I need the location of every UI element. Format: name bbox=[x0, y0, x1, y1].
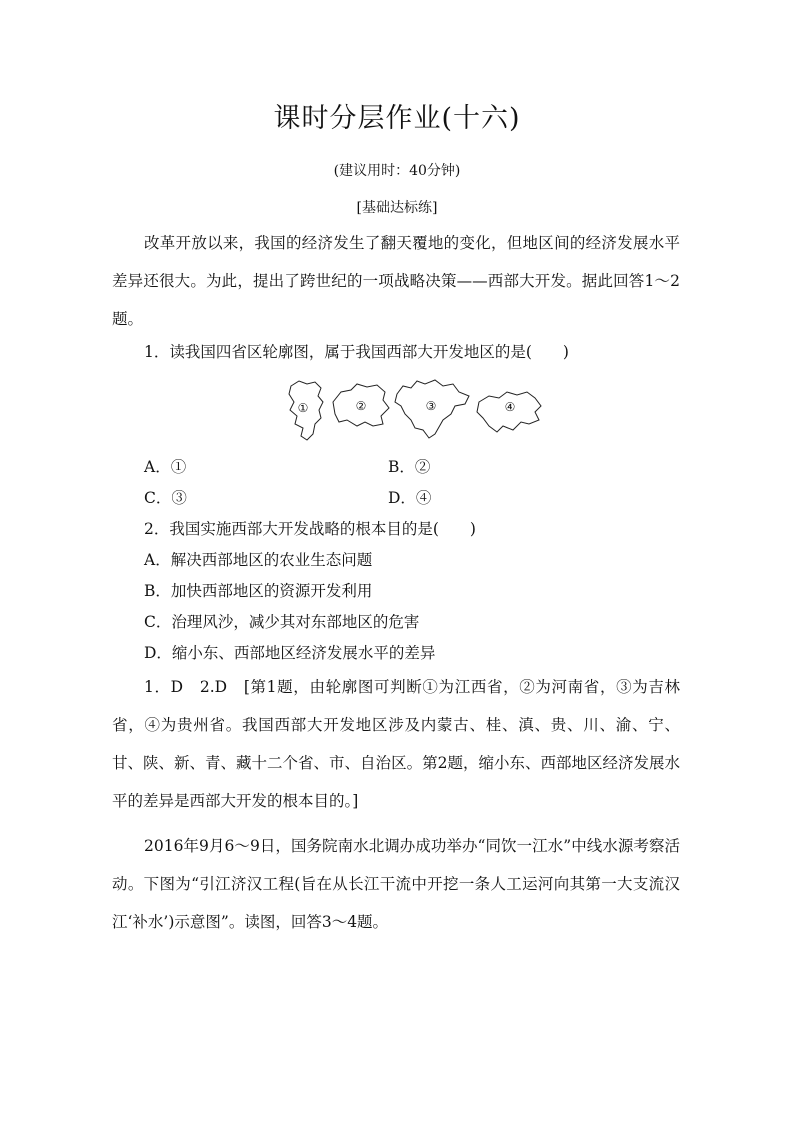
q1-option-d: D．④ bbox=[388, 489, 432, 507]
q2-option-d: D．缩小东、西部地区经济发展水平的差异 bbox=[144, 644, 436, 662]
map-label-4: ④ bbox=[504, 400, 516, 414]
q2-option-a: A．解决西部地区的农业生态问题 bbox=[144, 551, 373, 569]
province-outline-maps bbox=[285, 378, 585, 444]
q2-option-c: C．治理风沙，减少其对东部地区的危害 bbox=[144, 613, 420, 631]
section-heading: [基础达标练] bbox=[356, 200, 438, 216]
map-label-1: ① bbox=[297, 401, 309, 415]
q2-option-b: B．加快西部地区的资源开发利用 bbox=[144, 582, 373, 600]
time-note: (建议用时：40分钟) bbox=[333, 163, 461, 179]
q1-option-c: C．③ bbox=[144, 489, 187, 507]
answer-explanation: 1．D 2.D [第1题，由轮廓图可判断①为江西省，②为河南省，③为吉林省，④为贵州省。我国西部大开发地区涉及内蒙古、桂、滇、贵、川、渝、宁、甘、陕、新、青、藏十二个省、市、自治区。第2题，缩小东、西部地区经济发展水平的差异是西部大开发的根本目的。] bbox=[112, 678, 680, 810]
q1-option-a: A．① bbox=[144, 458, 187, 476]
q1-option-b: B．② bbox=[388, 458, 431, 476]
map-label-3: ③ bbox=[425, 399, 437, 413]
question-1-stem: 1．读我国四省区轮廓图，属于我国西部大开发地区的是( ) bbox=[144, 343, 569, 361]
map-label-2: ② bbox=[355, 399, 367, 413]
passage-2: 2016年9月6～9日，国务院南水北调办成功举办“同饮一江水”中线水源考察活动。下图为“引江济汉工程(旨在从长江干流中开挖一条人工运河向其第一大支流汉江‘补水’)示意图”。读图，回答3～4题。 bbox=[112, 837, 680, 931]
question-2-stem: 2．我国实施西部大开发战略的根本目的是( ) bbox=[144, 520, 476, 538]
intro-paragraph: 改革开放以来，我国的经济发生了翻天覆地的变化，但地区间的经济发展水平差异还很大。为此，提出了跨世纪的一项战略决策——西部大开发。据此回答1～2题。 bbox=[112, 234, 680, 328]
page-title: 课时分层作业(十六) bbox=[273, 103, 521, 134]
